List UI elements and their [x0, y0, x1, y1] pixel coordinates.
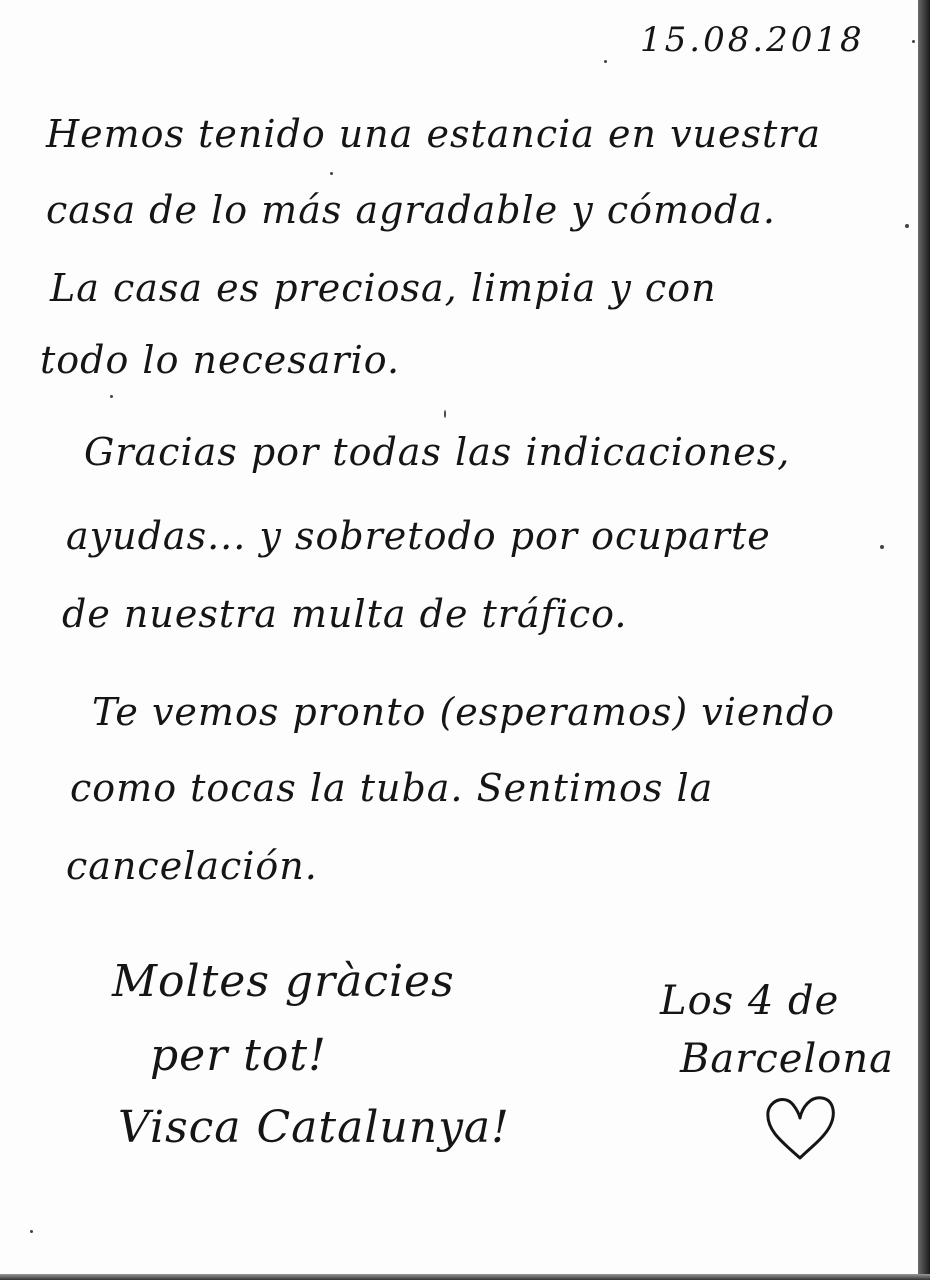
- closing-line-1: Moltes gràcies: [112, 956, 455, 1007]
- scan-speck: [604, 60, 607, 63]
- scan-edge-bottom: [0, 1274, 930, 1280]
- paragraph-1-line-4: todo lo necesario.: [40, 338, 401, 382]
- scan-speck: [880, 545, 884, 549]
- scan-edge-right: [918, 0, 930, 1280]
- paragraph-3-line-3: cancelación.: [66, 844, 318, 888]
- heart-icon: [762, 1092, 838, 1164]
- letter-date: 15.08.2018: [640, 20, 865, 60]
- closing-line-2: per tot!: [150, 1030, 327, 1081]
- signature-line-2: Barcelona: [680, 1036, 894, 1082]
- scan-speck: [330, 172, 333, 175]
- paragraph-1-line-3: La casa es preciosa, limpia y con: [50, 266, 717, 310]
- scan-speck: [905, 224, 909, 228]
- closing-line-3: Visca Catalunya!: [118, 1102, 510, 1153]
- signature-line-1: Los 4 de: [660, 978, 840, 1024]
- scan-speck: [912, 40, 915, 43]
- paragraph-2-line-2: ayudas... y sobretodo por ocuparte: [66, 514, 771, 558]
- scan-speck: [30, 1230, 33, 1233]
- scan-speck: [110, 395, 113, 398]
- paragraph-2-line-1: Gracias por todas las indicaciones,: [84, 430, 791, 474]
- paragraph-1-line-1: Hemos tenido una estancia en vuestra: [46, 112, 822, 156]
- paragraph-3-line-1: Te vemos pronto (esperamos) viendo: [92, 690, 836, 734]
- paragraph-3-line-2: como tocas la tuba. Sentimos la: [70, 766, 714, 810]
- paragraph-1-line-2: casa de lo más agradable y cómoda.: [46, 188, 776, 232]
- paragraph-2-line-3: de nuestra multa de tráfico.: [62, 592, 628, 636]
- scan-speck: [444, 410, 446, 418]
